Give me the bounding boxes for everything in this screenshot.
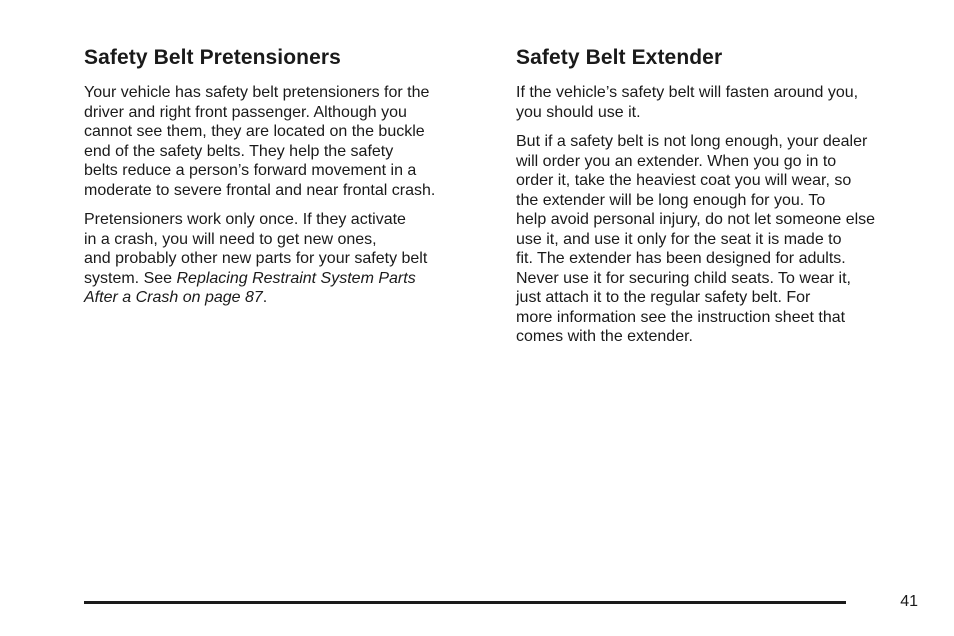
text-line: Your vehicle has safety belt pretensioners for the: [84, 84, 430, 101]
pretensioners-paragraph-2: [84, 210, 484, 308]
cross-reference-link[interactable]: Replacing Restraint System Parts: [176, 269, 416, 287]
extender-paragraph-1: [516, 83, 926, 122]
page-number: 41: [900, 593, 918, 610]
text-line: moderate to severe frontal and near frontal crash.: [84, 181, 436, 199]
text-line: will order you an extender. When you go in to: [516, 152, 837, 170]
right-column: [516, 44, 926, 357]
text-line: and probably other new parts for your safety belt: [84, 250, 428, 267]
text-line: But if a safety belt is not long enough, your dealer: [516, 133, 868, 150]
text-line: Pretensioners work only once. If they activate: [84, 211, 406, 228]
text-line: [84, 288, 484, 308]
text-line: belts reduce a person’s forward movement in a: [84, 162, 417, 179]
text-line: If the vehicle’s safety belt will fasten around you,: [516, 84, 859, 101]
section-heading-pretensioners: Safety Belt Pretensioners: [84, 46, 341, 69]
period: .: [262, 289, 268, 306]
section-heading-extender: Safety Belt Extender: [516, 46, 723, 69]
text-line: driver and right front passenger. Although you: [84, 103, 407, 121]
text-line: fit. The extender has been designed for adults.: [516, 250, 846, 267]
text-line: just attach it to the regular safety belt. For: [516, 289, 811, 306]
footer-rule: [84, 601, 846, 604]
cross-reference-link-continued[interactable]: After a Crash on page 87: [84, 289, 263, 306]
text-line: help avoid personal injury, do not let someone else: [516, 211, 876, 228]
text-line: the extender will be long enough for you. To: [516, 191, 826, 209]
extender-paragraph-2: [516, 132, 926, 347]
text-line: Never use it for securing child seats. To wear it,: [516, 269, 851, 287]
text-line: comes with the extender.: [516, 328, 693, 345]
text-line: end of the safety belts. They help the safety: [84, 142, 394, 160]
text-line: in a crash, you will need to get new ones,: [84, 230, 377, 248]
text-line: use it, and use it only for the seat it is made to: [516, 230, 842, 248]
text-line: [84, 269, 484, 289]
text-line: order it, take the heaviest coat you will wear, so: [516, 172, 852, 189]
left-column: [84, 44, 484, 318]
see-prefix: system. See: [84, 269, 177, 287]
pretensioners-paragraph-1: [84, 83, 484, 200]
text-line: more information see the instruction sheet that: [516, 308, 846, 326]
text-line: you should use it.: [516, 103, 641, 121]
text-line: cannot see them, they are located on the buckle: [84, 123, 425, 140]
